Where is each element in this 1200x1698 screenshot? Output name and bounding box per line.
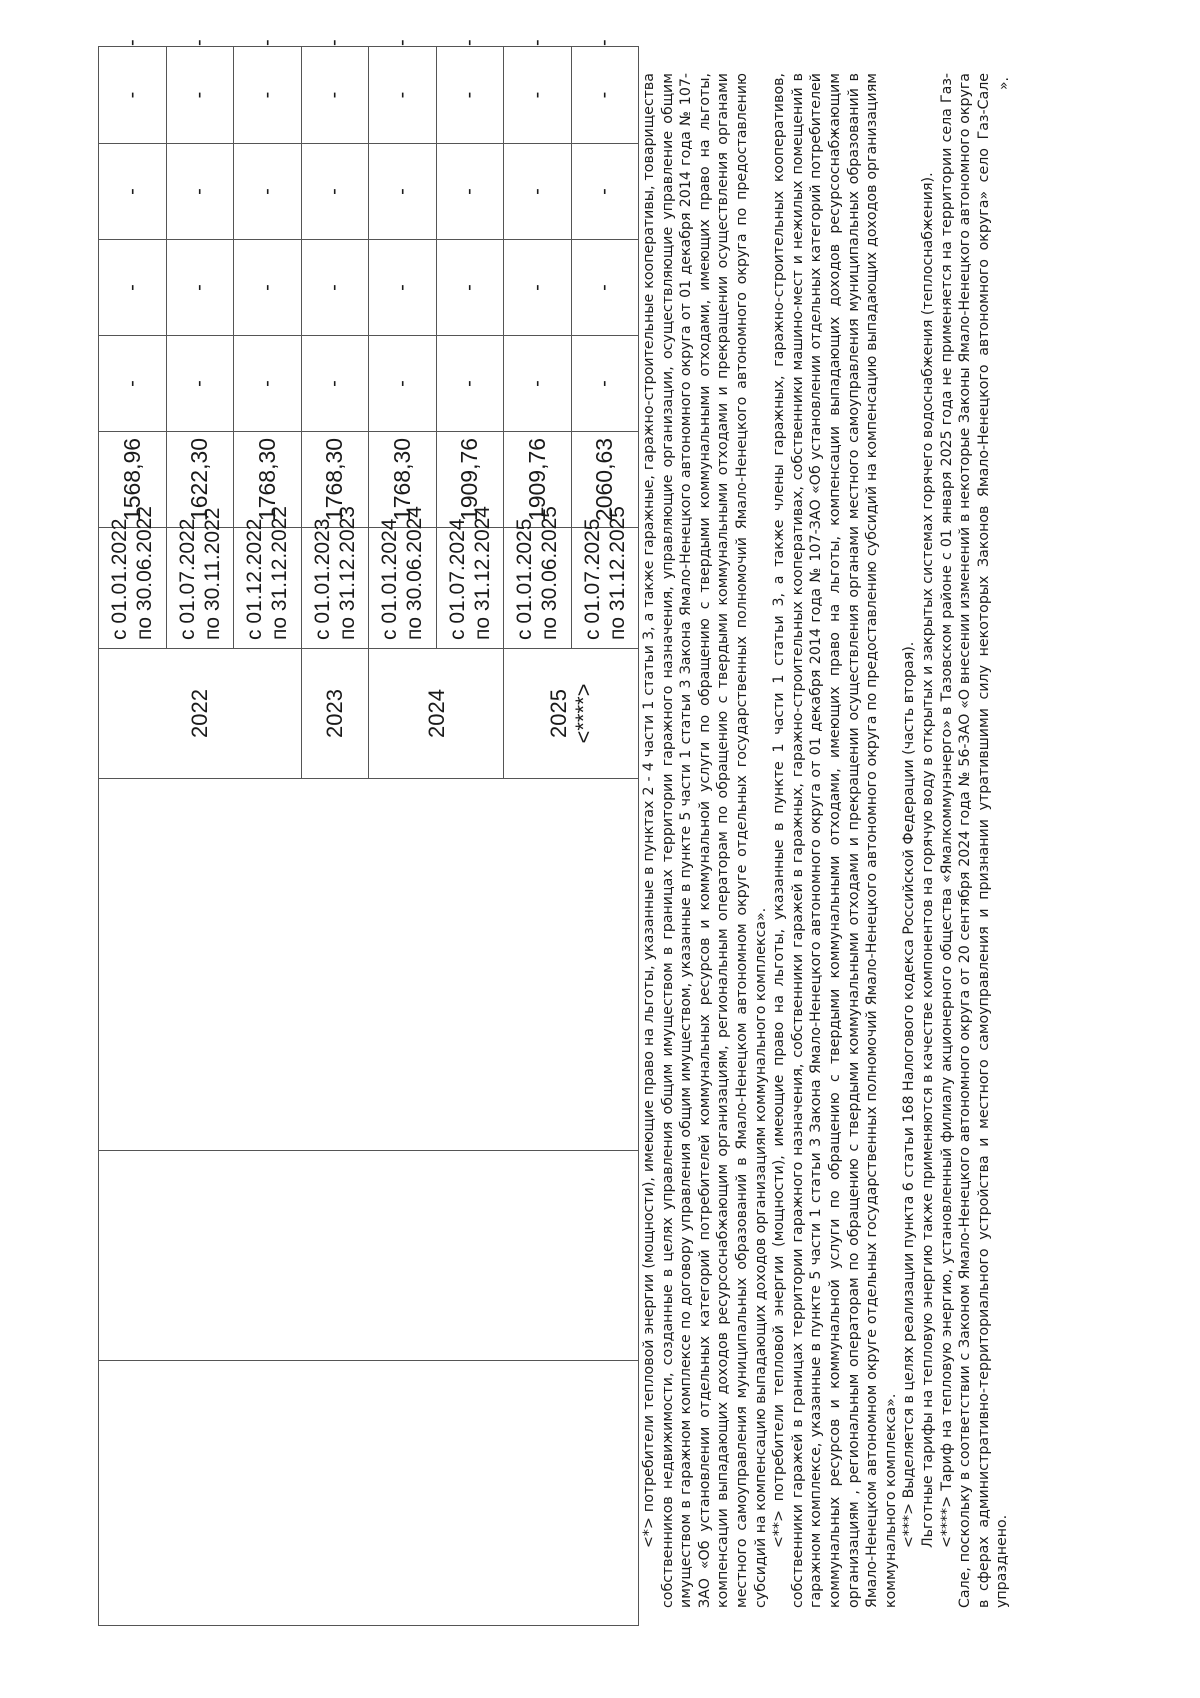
table-body: [99, 39, 639, 1626]
period-from: с 01.07.2024: [445, 518, 469, 640]
tariff-value: 1909,76: [504, 432, 572, 528]
period-to: по 31.12.2024: [470, 506, 494, 640]
dash-cell: -: [301, 144, 369, 240]
period-to: по 31.12.2023: [335, 506, 359, 640]
dash-cell: -: [369, 240, 437, 336]
dash-cell: -: [504, 47, 572, 144]
period-from: с 01.12.2022: [243, 518, 267, 640]
dash-cell: -: [166, 144, 234, 240]
period-cell: [436, 506, 504, 649]
dash-cell: -: [234, 144, 302, 240]
footnotes: [640, 73, 1012, 1608]
table-row: с 01.07.2022 по 30.11.2022 1622,30 - - - - -: [166, 47, 234, 1626]
dash-cell: -: [436, 336, 504, 432]
footnote-3: <***> Выделяется в целях реализации пункта 6 статьи 168 Налогового кодекса Российской Федерации (часть вторая).: [901, 641, 918, 1548]
year-label: 2025: [546, 689, 571, 738]
period-cell: [369, 506, 437, 649]
period-to: по 31.12.2025: [605, 506, 629, 640]
dash-cell: -: [166, 240, 234, 336]
year-cell: [99, 649, 302, 779]
period-from: с 01.07.2025: [580, 518, 604, 640]
year-label: 2022: [187, 689, 213, 738]
period-cell: [301, 506, 369, 649]
period-to: по 30.06.2024: [403, 506, 427, 640]
footnote-4: <****> Тариф на тепловую энергию, установленный филиалу акционерного общества «Ямалкоммунэнерго» в Тазовском районе с 01 января 2025 года не применяется на территории села Газ-Сале, поскольку в соответствии с Законом Ямало-Ненецкого автономного округа от 20 сентября 2024 года № 56-ЗАО «О внесении изменений в некоторые Законы Ямало-Ненецкого автономного округа в сферах административно-территориального устройства и местного самоуправления и признании утратившими силу некоторых Законов Ямало-Ненецкого автономного округа» село Газ-Сале упразднено.: [938, 73, 1011, 1608]
blank-desc-cell-c: [99, 779, 639, 1151]
blank-desc-cell-b: [99, 1151, 639, 1361]
dash-cell: -: [369, 47, 437, 144]
tariff-table: [98, 39, 639, 1626]
year-cell: [301, 649, 369, 779]
dash-cell: -: [571, 47, 639, 144]
dash-cell: -: [436, 240, 504, 336]
dash-cell: -: [571, 240, 639, 336]
period-from: с 01.01.2025: [513, 518, 537, 640]
dash-cell: -: [504, 144, 572, 240]
period-cell: [166, 507, 234, 649]
table-row: с 01.12.2022 по 31.12.2022 1768,30 - - - - -: [234, 47, 302, 1626]
dash-cell: -: [571, 336, 639, 432]
dash-cell: -: [234, 240, 302, 336]
dash-cell: -: [99, 240, 167, 336]
dash-cell: -: [369, 144, 437, 240]
table-row: 2024 с 01.01.2024 по 30.06.2024 1768,30 - - - - -: [369, 47, 437, 1626]
dash-cell: -: [571, 144, 639, 240]
table-row: с 01.07.2025 по 31.12.2025 2060,63 - - - - -: [571, 47, 639, 1626]
period-cell: [571, 506, 639, 649]
footnote-2: <**> потребители тепловой энергии (мощности), имеющие право на льготы, указанные в пункте 1 части 1 статьи 3, а также члены гаражных, гаражно-строительных кооперативов, собственники гаражей в границах территории гаражного назначения, собственники гаражей в гаражных, гаражно-строительных кооперативах, собственники машино-мест и нежилых помещений в гаражном комплексе, указанные в пункте 5 части 1 статьи 3 Закона Ямало-Ненецкого автономного округа от 01 декабря 2014 года № 107-ЗАО «Об установлении отдельных категорий потребителей коммунальных ресурсов и коммунальной услуги по обращению с твердыми коммунальными отходами, имеющих право на льготы, компенсации выпадающих доходов ресурсоснабжающим организациям , региональным операторам по обращению с твердыми коммунальными отходами и прекращении осуществления органами местного самоуправления муниципальных образований в Ямало-Ненецком автономном округе отдельных государственных полномочий Ямало-Ненецкого автономного округа по предоставлению субсидий на компенсацию выпадающих доходов организациям коммунального комплекса».: [771, 73, 899, 1608]
dash-cell: -: [504, 240, 572, 336]
dash-cell: -: [99, 336, 167, 432]
dash-cell: -: [166, 47, 234, 144]
period-to: по 30.06.2022: [133, 506, 157, 640]
year-cell: [504, 649, 639, 779]
period-cell: [504, 506, 572, 649]
tariff-value: 1768,30: [369, 432, 437, 528]
table-row: 2025 <****> с 01.01.2025 по 30.06.2025 1909,76 - - - - -: [504, 47, 572, 1626]
tariff-value: 1622,30: [166, 432, 234, 528]
dash-cell: -: [436, 47, 504, 144]
period-from: с 01.07.2022: [175, 518, 199, 640]
dash-cell: -: [99, 47, 167, 144]
blank-desc-cell-a: [99, 1361, 639, 1626]
period-to: по 31.12.2022: [268, 506, 292, 640]
dash-cell: -: [301, 240, 369, 336]
dash-cell: -: [504, 336, 572, 432]
period-cell: [99, 506, 167, 649]
year-label: 2023: [322, 689, 348, 738]
dash-cell: -: [369, 336, 437, 432]
dash-cell: -: [166, 336, 234, 432]
dash-cell: -: [234, 336, 302, 432]
closing-quote: ».: [996, 77, 1013, 91]
period-from: с 01.01.2024: [378, 518, 402, 640]
table-row: 2022 с 01.01.2022 по 30.06.2022 1568,96 - - - - -: [99, 47, 167, 1626]
dash-cell: -: [436, 144, 504, 240]
table-row: с 01.07.2024 по 31.12.2024 1909,76 - - - - -: [436, 47, 504, 1626]
dash-cell: -: [301, 47, 369, 144]
tariff-value: 1768,30: [301, 432, 369, 528]
period-to: по 30.06.2025: [538, 506, 562, 640]
tariff-value: 2060,63: [571, 432, 639, 528]
footnote-1: <*> потребители тепловой энергии (мощности), имеющие право на льготы, указанные в пунктах 2 - 4 части 1 статьи 3, а также гаражные, гаражно-строительные кооперативы, товарищества собственников недвижимости, созданные в целях управления общим имуществом в границах территории гаражного назначения, управляющие организации, осуществляющие управление общим имуществом в гаражном комплексе по договору управления общим имуществом, указанные в пункте 5 части 1 статьи 3 Закона Ямало-Ненецкого автономного округа от 01 декабря 2014 года № 107-ЗАО «Об установлении отдельных категорий потребителей коммунальных ресурсов и коммунальной услуги по обращению с твердыми коммунальными отходами, имеющих право на льготы, компенсации выпадающих доходов ресурсоснабжающим организациям, региональным операторам по обращению с твердыми коммунальными отходами и прекращении осуществления органами местного самоуправления муниципальных образований в Ямало-Ненецком автономном округе отдельных государственных полномочий Ямало-Ненецкого автономного округа по предоставлению субсидий на компенсацию выпадающих доходов организациям коммунального комплекса».: [641, 73, 769, 1608]
table-row: 2023 с 01.01.2023 по 31.12.2023 1768,30 - - - - -: [301, 47, 369, 1626]
tariff-value: 1768,30: [234, 432, 302, 528]
dash-cell: -: [234, 47, 302, 144]
dash-cell: -: [99, 144, 167, 240]
year-note: <****>: [571, 683, 596, 744]
tariff-value: 1568,96: [99, 432, 167, 528]
year-cell: [369, 649, 504, 779]
footnote-3-note: Льготные тарифы на тепловую энергию также применяются в качестве компонентов на горячую воду в открытых и закрытых системах горячего водоснабжения (теплоснабжения).: [919, 172, 936, 1548]
period-from: с 01.01.2023: [310, 518, 334, 640]
period-to: по 30.11.2022: [200, 507, 224, 640]
year-label: 2024: [423, 689, 449, 738]
period-from: с 01.01.2022: [108, 518, 132, 640]
period-cell: [234, 506, 302, 649]
tariff-value: 1909,76: [436, 432, 504, 528]
dash-cell: -: [301, 336, 369, 432]
